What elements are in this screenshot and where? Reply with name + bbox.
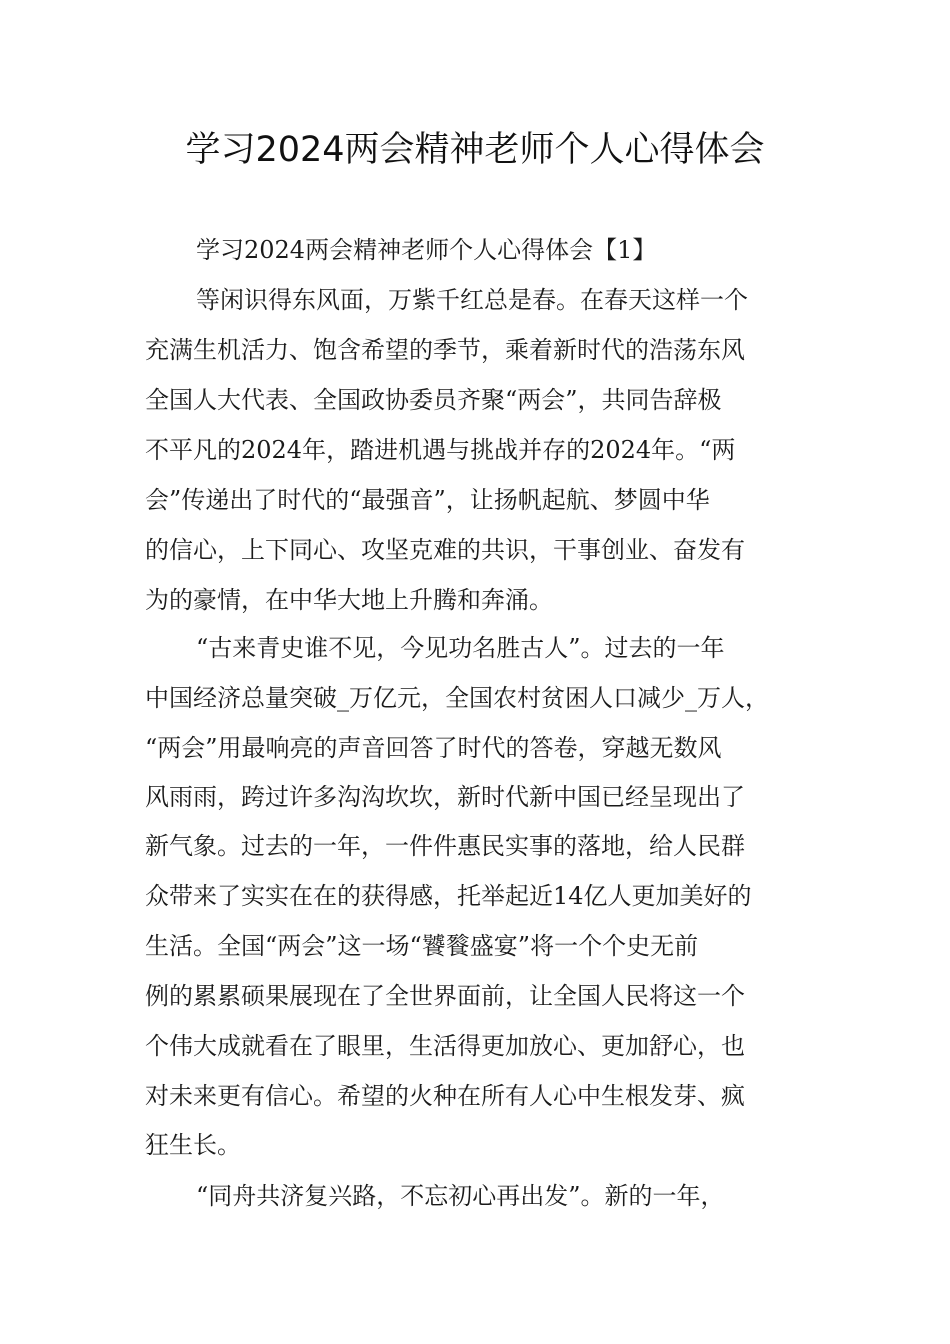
paragraph-line: 对未来更有信心。希望的火种在所有人心中生根发芽、疯 — [145, 1082, 745, 1110]
paragraph-line: 中国经济总量突破_万亿元，全国农村贫困人口减少_万人， — [145, 684, 769, 712]
paragraph-line: 为的豪情，在中华大地上升腾和奔涌。 — [145, 586, 553, 614]
paragraph-line: “古来青史谁不见，今见功名胜古人”。过去的一年 — [196, 634, 725, 662]
paragraph-line: 的信心，上下同心、攻坚克难的共识，干事创业、奋发有 — [145, 536, 745, 564]
paragraph-line: 生活。全国“两会”这一场“饕餮盛宴”将一个个史无前 — [145, 932, 699, 960]
paragraph-line: 例的累累硕果展现在了全世界面前，让全国人民将这一个 — [145, 982, 745, 1010]
paragraph-line: 新气象。过去的一年，一件件惠民实事的落地，给人民群 — [145, 832, 745, 860]
document-title: 学习2024两会精神老师个人心得体会 — [185, 130, 765, 170]
paragraph-line: “同舟共济复兴路，不忘初心再出发”。新的一年， — [196, 1182, 725, 1210]
paragraph-line: 个伟大成就看在了眼里，生活得更加放心、更加舒心，也 — [145, 1032, 745, 1060]
paragraph-line: 等闲识得东风面，万紫千红总是春。在春天这样一个 — [196, 286, 748, 314]
paragraph-line: 众带来了实实在在的获得感，托举起近14亿人更加美好的 — [145, 882, 752, 910]
paragraph-line: 会”传递出了时代的“最强音”，让扬帆起航、梦圆中华 — [145, 486, 710, 514]
paragraph-line: 狂生长。 — [145, 1131, 241, 1159]
paragraph-line: 充满生机活力、饱含希望的季节，乘着新时代的浩荡东风 — [145, 336, 745, 364]
paragraph-line: 风雨雨，跨过许多沟沟坎坎，新时代新中国已经呈现出了 — [145, 783, 745, 811]
paragraph-line: “两会”用最响亮的声音回答了时代的答卷，穿越无数风 — [145, 734, 722, 762]
section-subtitle: 学习2024两会精神老师个人心得体会【1】 — [196, 236, 657, 264]
paragraph-line: 不平凡的2024年，踏进机遇与挑战并存的2024年。“两 — [145, 436, 736, 464]
paragraph-line: 全国人大代表、全国政协委员齐聚“两会”，共同告辞极 — [145, 386, 722, 414]
